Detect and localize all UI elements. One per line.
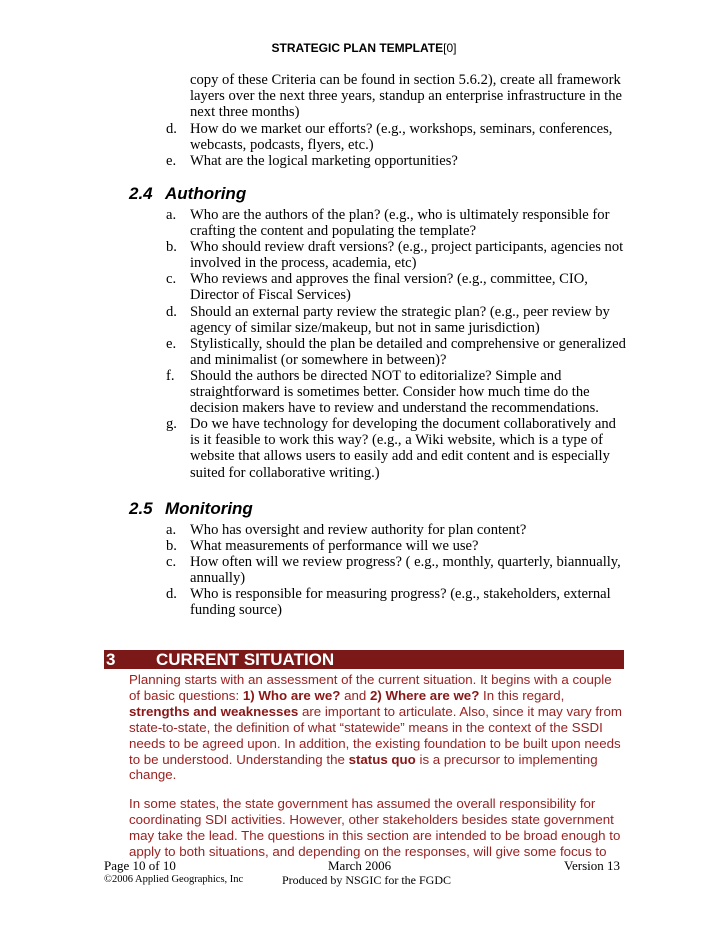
item-letter: b. <box>166 239 177 256</box>
item-text: Should an external party review the strategic plan? (e.g., peer review by agency of similar size/makeup, but not in same jurisdiction) <box>190 303 610 336</box>
item-text: What are the logical marketing opportunities? <box>190 153 458 170</box>
item-text: Who are the authors of the plan? (e.g., who is ultimately responsible for crafting the content and populating the template? <box>190 207 610 240</box>
item-letter: c. <box>166 554 177 571</box>
section-bar-current-situation <box>104 650 624 669</box>
section-number: 2.5 <box>129 499 153 518</box>
text-run: and <box>340 687 370 703</box>
item-letter: c. <box>166 271 177 288</box>
bold-run: status quo <box>348 751 416 767</box>
list-item <box>166 336 628 368</box>
footer-copyright: ©2006 Applied Geographics, Inc <box>104 874 244 885</box>
item-text: Stylistically, should the plan be detailed and comprehensive or generalized and minimalist (or somewhere in between)? <box>190 335 626 368</box>
list-item <box>166 554 628 586</box>
header-ref: [0] <box>443 41 457 55</box>
text-run: In this regard, <box>479 687 565 703</box>
item-letter: d. <box>166 303 177 320</box>
list-item <box>166 586 628 618</box>
paragraph-states: In some states, the state government has assumed the overall responsibility for coordinating SDI activities. However, other stakeholders besides state government may take the lead. The questions in this section are intended to be broad enough to apply to both situations, and depending on the responses, will give some focus to <box>129 796 621 859</box>
item-text: Who should review draft versions? (e.g., project participants, agencies not involved in the process, academia, etc) <box>190 239 624 272</box>
list-item <box>166 271 628 303</box>
authoring-list <box>166 207 628 481</box>
item-text: Who has oversight and review authority for plan content? <box>190 522 527 538</box>
item-letter: d. <box>166 586 177 603</box>
bold-run: strengths and weaknesses <box>129 703 299 719</box>
footer-produced: Produced by NSGIC for the FGDC <box>282 873 451 887</box>
list-item <box>166 538 628 554</box>
monitoring-list <box>166 522 628 619</box>
item-text: Who is responsible for measuring progress? (e.g., stakeholders, external funding source) <box>190 586 611 619</box>
running-header <box>0 41 728 55</box>
bold-run: 1) Who are we? <box>242 687 341 703</box>
footer-page: Page 10 of 10 <box>104 858 176 873</box>
marketing-list <box>166 121 628 169</box>
section-heading-monitoring <box>129 499 253 519</box>
list-item <box>166 416 628 480</box>
footer-date: March 2006 <box>328 858 392 873</box>
item-letter: e. <box>166 335 177 352</box>
item-text: What measurements of performance will we use? <box>190 538 479 555</box>
item-text: Do we have technology for developing the document collaboratively and is it feasible to work this way? (e.g., a Wiki website, which is a type of website that allows users to easily add and edit content and is especially suited for collaborative writing.) <box>190 416 616 481</box>
bold-run: 2) Where are we? <box>369 687 480 703</box>
list-item <box>166 207 628 239</box>
list-item <box>166 522 628 538</box>
list-item <box>166 121 628 153</box>
paragraph-current-situation <box>129 672 624 783</box>
item-letter: e. <box>166 153 177 170</box>
list-item <box>166 368 628 416</box>
item-text: How do we market our efforts? (e.g., workshops, seminars, conferences, webcasts, podcasts, flyers, etc.) <box>190 121 613 154</box>
list-item <box>166 153 628 169</box>
list-item <box>166 239 628 271</box>
item-text: Who reviews and approves the final version? (e.g., committee, CIO, Director of Fiscal Services) <box>190 271 588 304</box>
section-heading-authoring <box>129 184 246 204</box>
item-letter: d. <box>166 121 177 137</box>
list-item <box>166 304 628 336</box>
item-letter: a. <box>166 207 177 223</box>
item-text: How often will we review progress? ( e.g., monthly, quarterly, biannually, annually) <box>190 554 621 587</box>
text-run: Planning starts with an assessment of the current situation. It begins with a couple of basic questions: <box>129 672 612 703</box>
item-letter: b. <box>166 538 177 555</box>
section-title: CURRENT SITUATION <box>156 650 335 669</box>
section-number: 2.4 <box>129 184 153 203</box>
footer-version: Version 13 <box>564 858 620 873</box>
item-text: Should the authors be directed NOT to editorialize? Simple and straightforward is sometimes better. Consider how much time do the decision makers have to review and understand the recommendations. <box>190 367 599 417</box>
section-number: 3 <box>106 650 116 669</box>
item-letter: f. <box>166 367 175 384</box>
section-title: Authoring <box>165 184 247 203</box>
section-title: Monitoring <box>165 499 253 518</box>
item-letter: a. <box>166 522 177 538</box>
item-letter: g. <box>166 416 177 433</box>
continued-item-text: copy of these Criteria can be found in section 5.6.2), create all framework layers over the next three years, standup an enterprise infrastructure in the next three months) <box>190 72 622 121</box>
text-run: are important to articulate. Also, since it may vary from state-to-state, the definition of what “statewide” means in the context of the SSDI needs to be agreed upon. In addition, the existing foundation to be built upon needs to be understood. Understanding the <box>129 703 622 767</box>
text-run: is a precursor to implementing change. <box>129 751 598 783</box>
header-title: STRATEGIC PLAN TEMPLATE <box>271 41 444 55</box>
